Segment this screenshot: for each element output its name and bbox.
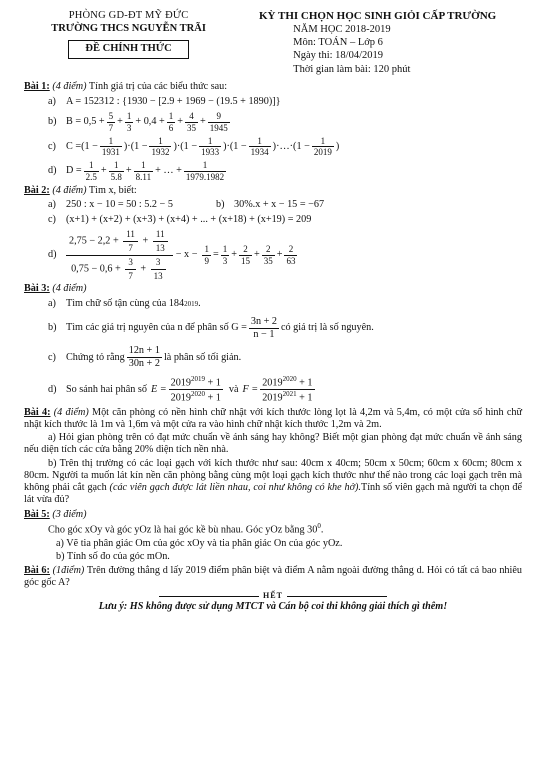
problem-4-intro-text: Một căn phòng có nền hình chữ nhật với kích thước lòng lọt là 4,2m và 5,4m, có một cửa sổ hình chữ nhật kích thước là 1m và 1,6m và một cửa ra vào hình chữ nhật kích thước 1,2m và 2m. <box>24 406 522 431</box>
expr-text: B = 0,5 + <box>66 116 105 128</box>
base: 2019 <box>170 392 191 404</box>
problem-2c-expr: (x+1) + (x+2) + (x+3) + (x+4) + ... + (x+18) + (x+19) = 209 <box>66 214 312 226</box>
expr-text: + <box>142 235 149 247</box>
numerator <box>260 375 314 391</box>
expr-text: + <box>100 165 107 177</box>
fraction <box>185 111 198 134</box>
expr-text: + 1 <box>299 376 313 388</box>
problem-5-intro <box>24 522 522 537</box>
expr-text: + <box>177 116 183 128</box>
problem-1c <box>24 136 522 159</box>
numerator: 1 <box>84 160 99 172</box>
problem-4-points: (4 điểm) <box>53 406 89 418</box>
denominator: 13 <box>153 270 163 281</box>
fraction <box>153 229 168 254</box>
expr-text: + 1 <box>299 392 313 404</box>
problem-3-points: (4 điểm) <box>52 283 87 295</box>
expr-text: có giá trị là số nguyên. <box>280 322 374 334</box>
problem-3 <box>24 283 522 404</box>
numerator: 1 <box>199 136 221 148</box>
denominator <box>169 390 223 405</box>
problem-3-label: Bài 3: <box>24 283 50 295</box>
problem-5-label: Bài 5: <box>24 508 50 520</box>
problem-4-label: Bài 4: <box>24 406 51 418</box>
denominator: 15 <box>240 255 250 266</box>
expr-text: + 1 <box>207 376 221 388</box>
problem-3d <box>24 375 522 405</box>
end-marker <box>24 591 522 601</box>
denominator: 13 <box>155 242 165 253</box>
problem-2a <box>48 199 216 211</box>
denominator: 2.5 <box>85 171 97 182</box>
problem-2-heading <box>24 185 522 197</box>
problem-5a: a) Vẽ tia phân giác Om của góc xOy và tia phân giác On của góc yOz. <box>56 537 343 549</box>
problem-1-label: Bài 1: <box>24 80 50 92</box>
problem-2-prompt: Tìm x, biết: <box>88 184 137 196</box>
problem-6-label: Bài 6: <box>24 564 50 576</box>
exponent: 2019 <box>190 374 205 383</box>
expr-text: . <box>320 524 324 536</box>
problem-2b <box>216 199 324 211</box>
expr-text: − x − <box>175 249 198 261</box>
problem-4-intro <box>24 407 522 431</box>
numerator: 11 <box>123 229 138 242</box>
item-label: d) <box>48 249 57 261</box>
fraction <box>109 160 124 183</box>
denominator: 1979.1982 <box>185 171 225 182</box>
numerator: 1 <box>100 136 122 148</box>
numerator: 1 <box>249 136 271 148</box>
expr-text: (1 − <box>180 140 198 152</box>
problem-6-text <box>24 565 522 589</box>
numerator: 1 <box>149 136 171 148</box>
base: 2019 <box>170 376 191 388</box>
fraction <box>123 229 138 254</box>
numerator: 1 <box>184 160 226 172</box>
problem-3c <box>24 345 522 370</box>
problem-3d-text: So sánh hai phân số <box>66 383 147 395</box>
compound-denominator <box>66 256 173 282</box>
exam-date: Ngày thi: 18/04/2019 <box>293 50 383 62</box>
fraction <box>149 136 171 159</box>
base: 2019 <box>262 392 283 404</box>
expr-text: + … + <box>155 165 182 177</box>
denominator: 35 <box>187 122 196 133</box>
footer-note: Lưu ý: HS không được sử dụng MTCT và Cán bộ coi thi không giải thích gì thêm! <box>98 601 448 613</box>
problem-2d <box>24 229 522 281</box>
expr-text: + <box>200 116 206 128</box>
numerator <box>169 375 223 391</box>
exam-header <box>24 10 522 76</box>
item-label: d) <box>48 165 57 177</box>
fraction <box>284 244 297 267</box>
exam-meta <box>233 23 522 76</box>
end-text: HẾT <box>263 591 283 601</box>
item-label: c) <box>48 214 56 226</box>
fraction <box>199 136 221 159</box>
fraction <box>84 160 99 183</box>
expr-text: ) <box>335 140 340 152</box>
problem-3a <box>24 298 522 312</box>
denominator <box>260 390 314 405</box>
expr-text: + <box>125 165 132 177</box>
problem-2 <box>24 185 522 282</box>
base: 2019 <box>262 376 283 388</box>
end-line-right <box>287 596 387 597</box>
denominator: 1934 <box>250 147 269 158</box>
problem-2b-expr: 30%.x + x − 15 = −67 <box>234 198 325 210</box>
numerator: 1 <box>168 110 174 121</box>
problem-1-prompt: Tính giá trị của các biểu thức sau: <box>88 80 228 92</box>
item-label: b) <box>48 322 57 334</box>
problem-6-body: Trên đường thẳng d lấy 2019 điểm phân biệt và điểm A nằm ngoài đường thẳng d. Hỏi có tất cả bao nhiêu góc gốc A? <box>24 564 522 589</box>
header-left <box>24 10 233 76</box>
expr-text: + <box>253 249 260 261</box>
expr-text: (1 − <box>130 140 148 152</box>
expr-text: D = <box>66 165 82 177</box>
fraction <box>262 244 275 267</box>
expr-text: · <box>127 140 131 152</box>
fraction-e <box>169 375 223 405</box>
problem-1-points: (4 điểm) <box>52 80 87 92</box>
exponent: 2020 <box>282 374 297 383</box>
denominator: 1932 <box>151 147 170 158</box>
item-label: b) <box>216 198 225 210</box>
problem-3-heading <box>24 283 522 295</box>
expr-text: ) <box>272 140 277 152</box>
numerator: 2 <box>239 244 252 256</box>
expr-text: (1 − <box>81 140 98 152</box>
duration: Thời gian làm bài: 120 phút <box>293 63 411 75</box>
numerator: 4 <box>185 111 198 123</box>
expr-text: (1 − <box>293 140 310 152</box>
problem-2c <box>24 213 522 227</box>
fraction <box>100 136 122 159</box>
exponent: 2021 <box>282 390 297 399</box>
expr-text: + <box>140 263 147 275</box>
problem-1-heading <box>24 81 522 93</box>
expr-text: · <box>226 140 230 152</box>
denominator: 8.11 <box>135 171 152 182</box>
fraction <box>167 111 176 134</box>
denominator: 63 <box>286 255 296 266</box>
item-label: a) <box>48 95 56 107</box>
expr-text: là phân số tối giản. <box>163 351 242 363</box>
expr-text: + <box>231 249 237 261</box>
problem-5-intro-text: Cho góc xOy và góc yOz là hai góc kề bù nhau. Góc yOz bằng 30 <box>48 524 318 536</box>
denominator: 3 <box>126 122 132 133</box>
numerator: 5 <box>108 110 114 121</box>
compound-fraction <box>66 229 173 281</box>
expr-text: E = <box>150 383 167 395</box>
problem-4 <box>24 407 522 507</box>
expr-text: + <box>276 249 283 261</box>
denominator: 7 <box>128 242 133 253</box>
numerator: 3n + 2 <box>249 316 279 329</box>
numerator: 2 <box>284 244 297 256</box>
expr-text: ) <box>173 140 177 152</box>
problem-5-points: (3 điểm) <box>52 508 87 520</box>
fraction <box>107 111 116 134</box>
exam-title: KỲ THI CHỌN HỌC SINH GIỎI CẤP TRƯỜNG <box>258 10 497 22</box>
problem-4b-text: b) Trên thị trường có các loại gạch với kích thước như sau: 40cm x 40cm; 50cm x 50cm; 60cm x 60cm; 80cm x 80cm. Người ta muốn lát kín nền căn phòng bằng cùng một loại gạch kích thước như thế nào trong các loại gạch trên mà không phải cắt gạch <box>24 457 522 494</box>
denominator: 1945 <box>209 122 228 133</box>
problem-2ab <box>24 199 522 211</box>
department-name: PHÒNG GD-ĐT MỸ ĐỨC <box>68 10 189 21</box>
numerator: 3 <box>151 257 166 270</box>
expr-text: 2,75 − 2,2 + <box>69 235 119 247</box>
numerator: 2 <box>262 244 275 256</box>
denominator: 7 <box>108 122 114 133</box>
degree-sup: 0 <box>317 521 321 530</box>
expr-text: + 1 <box>207 392 221 404</box>
expr-text: + <box>117 116 123 128</box>
expr-text: ·…· <box>276 140 294 152</box>
subject: Môn: TOÁN – Lớp 6 <box>293 37 383 49</box>
problem-2a-expr: 250 : x − 10 = 50 : 5.2 − 5 <box>66 198 173 210</box>
denominator: 1931 <box>101 147 120 158</box>
expr-text: (1 − <box>229 140 247 152</box>
problem-1a-expr: A = 152312 : {1930 − [2.9 + 1969 − (19.5 + 1890)]} <box>66 95 281 107</box>
denominator: 2019 <box>313 147 332 158</box>
denominator: 35 <box>263 255 273 266</box>
denominator: 7 <box>128 270 133 281</box>
problem-3c-text: Chứng tỏ rằng <box>66 351 125 363</box>
expr-text: ) <box>223 140 227 152</box>
item-label: c) <box>48 351 56 363</box>
item-label: a) <box>48 298 56 310</box>
fraction <box>184 160 226 183</box>
fraction-f <box>260 375 314 405</box>
denominator: 5.8 <box>110 171 122 182</box>
expr-text: và <box>228 383 239 395</box>
problem-1d <box>24 160 522 183</box>
denominator: n − 1 <box>253 328 275 340</box>
problem-4b-end: Tính số viên gạch mà người ta chọn để lát vừa đủ? <box>24 482 523 506</box>
item-label: b) <box>48 116 57 128</box>
school-name: TRƯỜNG THCS NGUYỄN TRÃI <box>51 22 206 34</box>
fraction <box>208 111 230 134</box>
fraction <box>312 136 334 159</box>
problem-5 <box>24 509 522 563</box>
problem-5b: b) Tính số đo của góc mOn. <box>56 550 170 562</box>
denominator: 1933 <box>201 147 220 158</box>
problem-3b <box>24 316 522 341</box>
fraction <box>249 316 279 341</box>
denominator: 9 <box>204 255 209 266</box>
fraction <box>125 257 136 282</box>
problem-4b <box>24 458 522 507</box>
numerator: 11 <box>153 229 168 242</box>
exponent: 2019 <box>184 300 199 309</box>
fraction <box>151 257 166 282</box>
problem-6-points: (1điểm) <box>52 564 85 576</box>
numerator: 1 <box>204 243 209 254</box>
item-label: c) <box>48 140 56 152</box>
problem-2-points: (4 điểm) <box>52 184 87 196</box>
problem-3b-text: Tìm các giá trị nguyên của n để phân số G = <box>66 322 247 334</box>
numerator: 9 <box>208 111 230 123</box>
problem-5-heading <box>24 509 522 521</box>
problem-2-label: Bài 2: <box>24 184 50 196</box>
official-label: ĐỀ CHÍNH THỨC <box>68 40 188 59</box>
expr-text: + 0,4 + <box>135 116 165 128</box>
end-line-left <box>159 596 259 597</box>
denominator: 6 <box>168 122 174 133</box>
expr-text: . <box>198 298 201 310</box>
problem-1 <box>24 81 522 183</box>
expr-text: F = <box>242 383 259 395</box>
problem-1a <box>24 95 522 109</box>
item-label: a) <box>48 198 56 210</box>
numerator: 12n + 1 <box>127 345 162 358</box>
problem-3a-text: Tìm chữ số tận cùng của 184 <box>66 298 185 310</box>
numerator: 1 <box>222 243 228 254</box>
expr-text: ) <box>123 140 128 152</box>
problem-1b <box>24 111 522 134</box>
problem-4b-note: (các viên gạch được lát liền nhau, coi như không có khe hở). <box>109 482 361 494</box>
expr-text: C = <box>66 140 82 152</box>
expr-text: 0,75 − 0,6 + <box>71 263 121 275</box>
denominator: 30n + 2 <box>128 358 160 370</box>
fraction <box>239 244 252 267</box>
fraction <box>125 111 134 134</box>
denominator: 3 <box>222 255 228 266</box>
fraction <box>221 244 230 267</box>
numerator: 1 <box>126 110 132 121</box>
numerator: 1 <box>312 136 334 148</box>
numerator: 1 <box>134 160 153 172</box>
header-right <box>233 10 522 76</box>
item-label: d) <box>48 383 57 395</box>
fraction <box>134 160 153 183</box>
fraction <box>249 136 271 159</box>
problem-4a: a) Hỏi gian phòng trên có đạt mức chuẩn về ánh sáng hay không? Biết một gian phòng đạt mức chuẩn về ánh sáng nếu diện tích các cửa bằng 20% diện tích nền nhà. <box>24 432 522 456</box>
exponent: 2020 <box>190 390 205 399</box>
expr-text: · <box>176 140 181 152</box>
fraction <box>127 345 162 370</box>
numerator: 1 <box>109 160 124 172</box>
school-year: NĂM HỌC 2018-2019 <box>293 24 391 36</box>
expr-text: = <box>212 249 219 261</box>
problem-6 <box>24 565 522 589</box>
fraction <box>202 244 211 267</box>
numerator: 3 <box>125 257 136 270</box>
compound-numerator <box>66 229 173 256</box>
